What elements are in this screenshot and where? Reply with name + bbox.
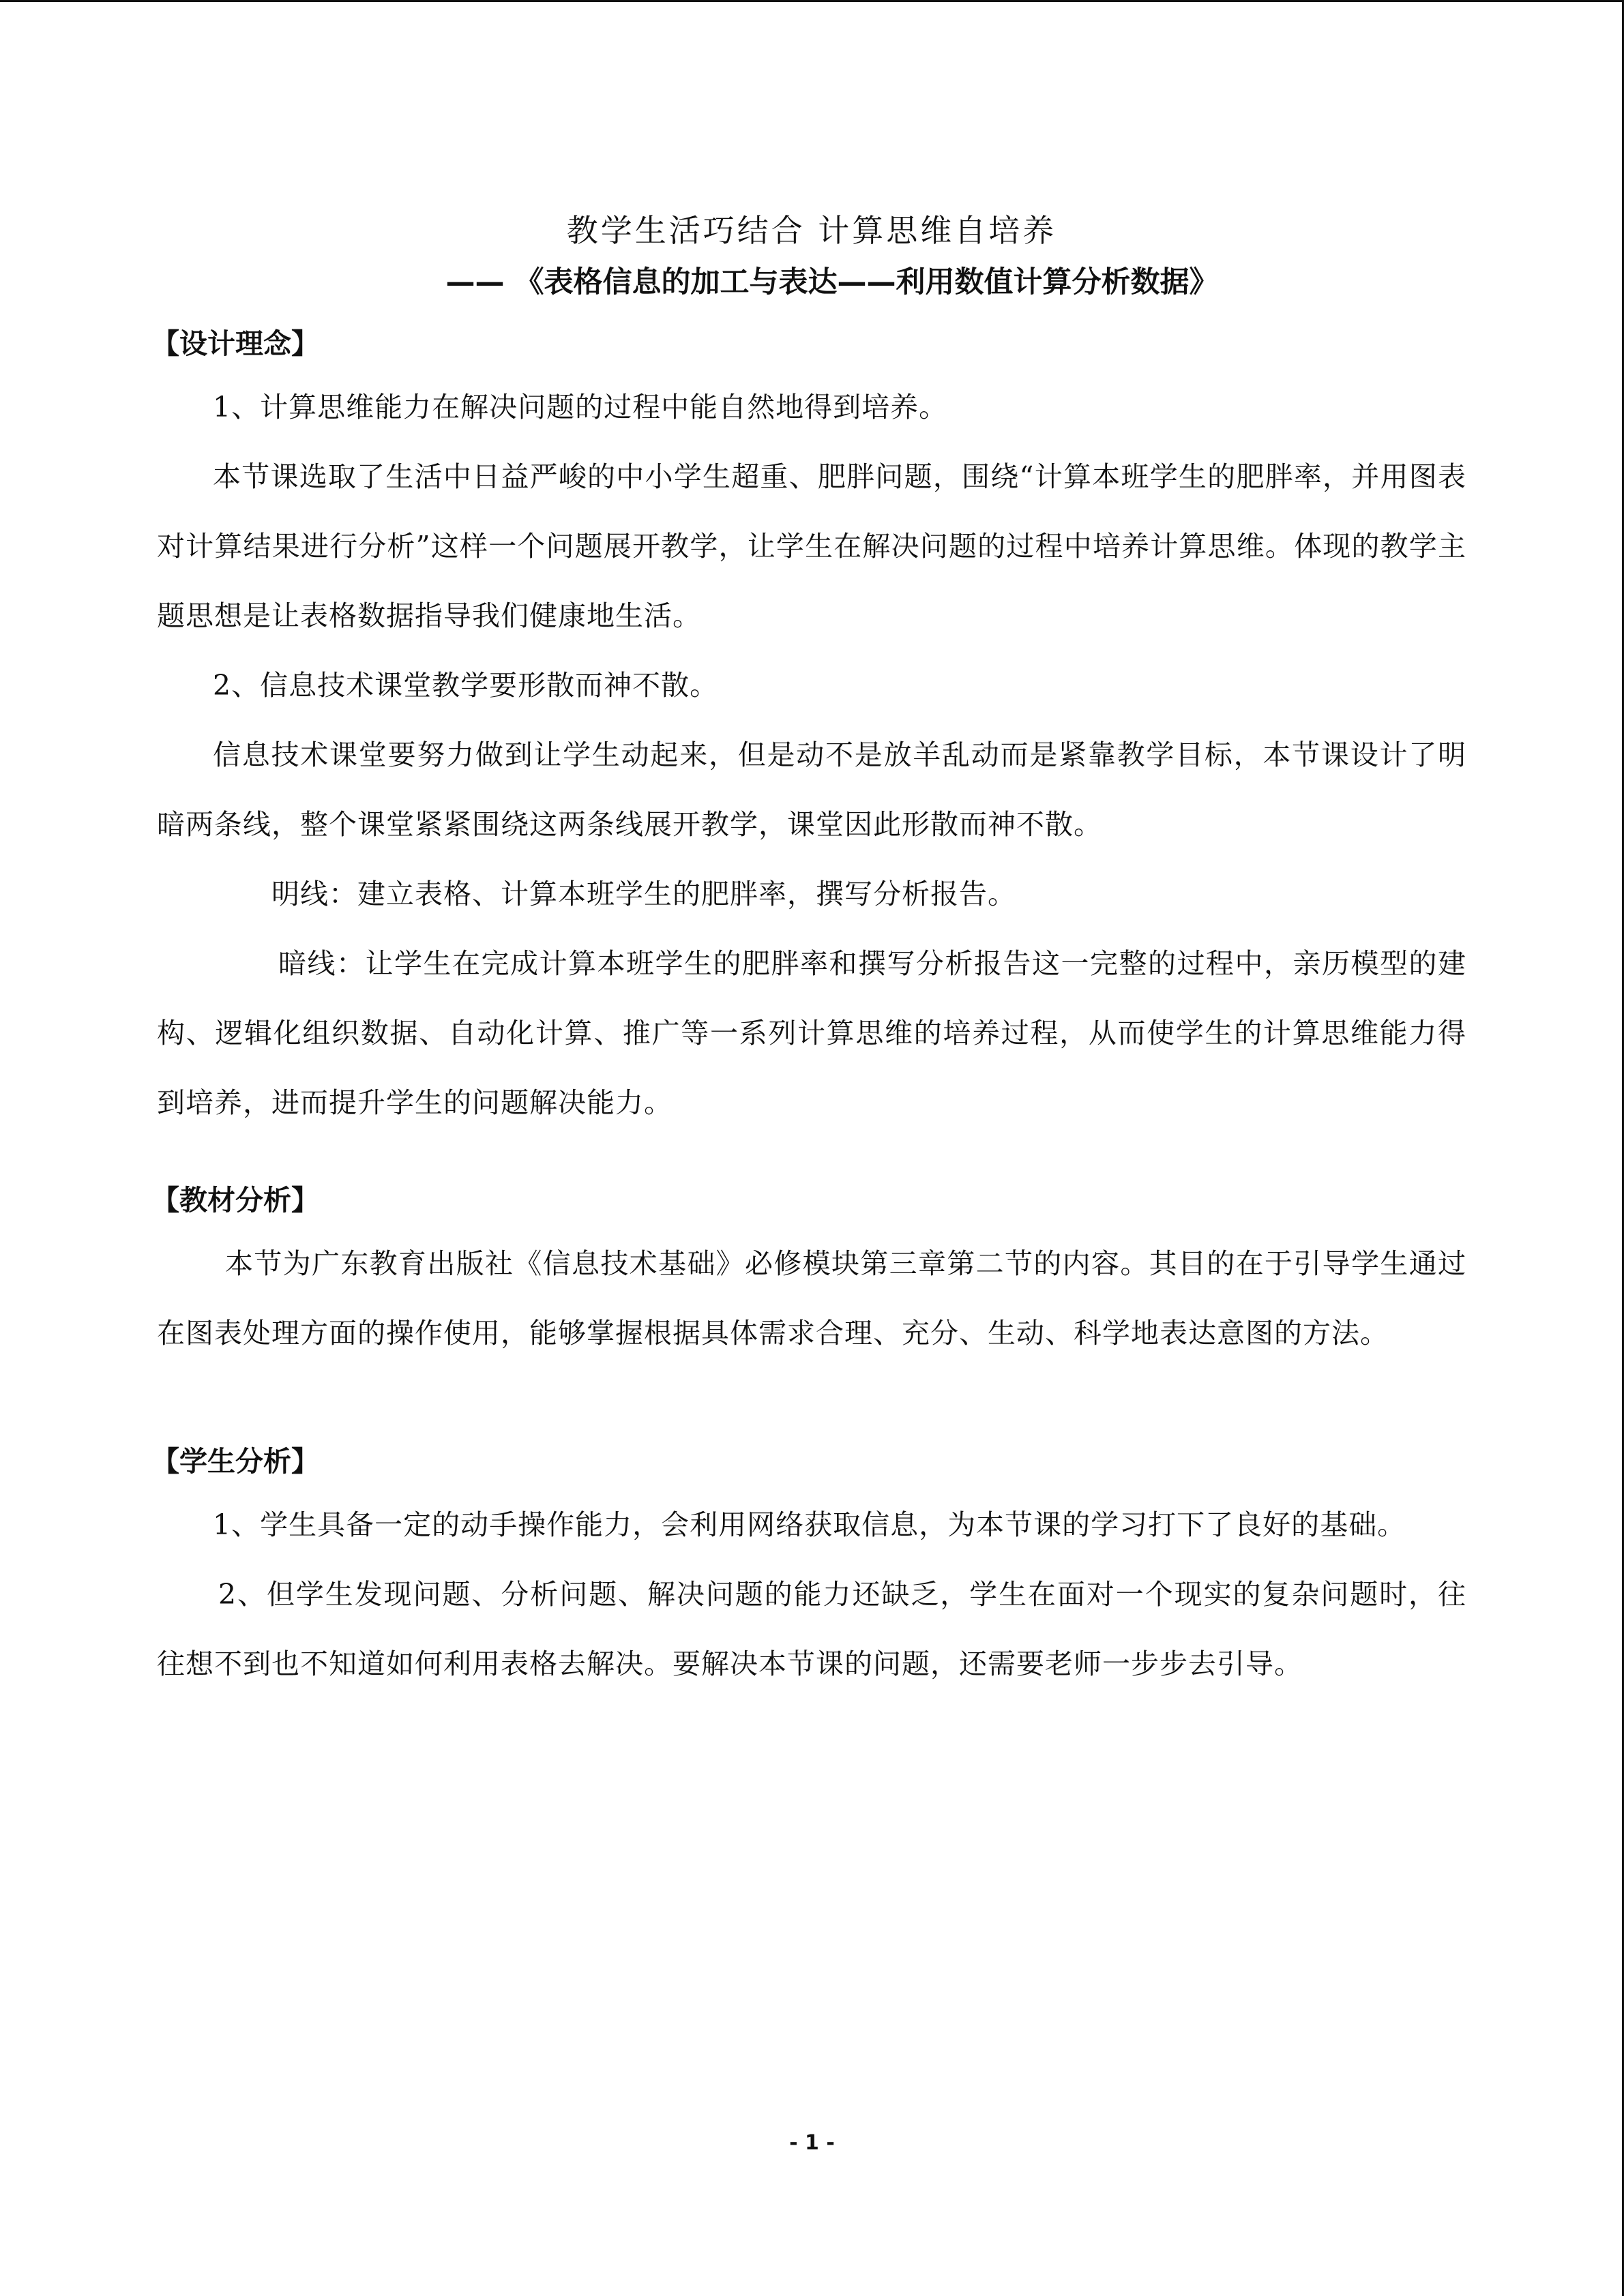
document-title: 教学生活巧结合 计算思维自培养 bbox=[566, 212, 1057, 249]
section-heading-students: 【学生分析】 bbox=[151, 1445, 319, 1478]
paragraph: 本节为广东教育出版社《信息技术基础》必修模块第三章第二节的内容。其目的在于引导学生通过在图表处理方面的操作使用，能够掌握根据具体需求合理、充分、生动、科学地表达意图的方法。 bbox=[157, 1247, 1466, 1350]
paragraph: 1、计算思维能力在解决问题的过程中能自然地得到培养。 bbox=[213, 391, 948, 423]
paragraph: 信息技术课堂要努力做到让学生动起来，但是动不是放羊乱动而是紧靠教学目标，本节课设计了明暗两条线，整个课堂紧紧围绕这两条线展开教学，课堂因此形散而神不散。 bbox=[157, 739, 1466, 841]
paragraph: 明线：建立表格、计算本班学生的肥胖率，撰写分析报告。 bbox=[271, 878, 1016, 910]
section-heading-design: 【设计理念】 bbox=[151, 327, 319, 360]
page-top-border bbox=[0, 0, 1624, 2]
page-number: - 1 - bbox=[789, 2131, 835, 2155]
paragraph: 2、信息技术课堂教学要形散而神不散。 bbox=[213, 669, 719, 702]
paragraph: 1、学生具备一定的动手操作能力，会利用网络获取信息，为本节课的学习打下了良好的基础。 bbox=[213, 1508, 1406, 1541]
document-subtitle: —— 《表格信息的加工与表达——利用数值计算分析数据》 bbox=[445, 265, 1219, 299]
section-heading-textbook: 【教材分析】 bbox=[151, 1184, 319, 1217]
spacer bbox=[157, 1137, 1466, 1172]
paragraph: 暗线：让学生在完成计算本班学生的肥胖率和撰写分析报告这一完整的过程中，亲历模型的建构、逻辑化组织数据、自动化计算、推广等一系列计算思维的培养过程，从而使学生的计算思维能力得到培养，进而提升学生的问题解决能力。 bbox=[157, 947, 1466, 1119]
spacer bbox=[157, 1368, 1466, 1433]
paragraph: 2、但学生发现问题、分析问题、解决问题的能力还缺乏，学生在面对一个现实的复杂问题时，往往想不到也不知道如何利用表格去解决。要解决本节课的问题，还需要老师一步步去引导。 bbox=[157, 1578, 1466, 1680]
paragraph: 本节课选取了生活中日益严峻的中小学生超重、肥胖问题，围绕“计算本班学生的肥胖率，并用图表对计算结果进行分析”这样一个问题展开教学，让学生在解决问题的过程中培养计算思维。体现的教学主题思想是让表格数据指导我们健康地生活。 bbox=[157, 460, 1466, 632]
document-body bbox=[151, 205, 1466, 1699]
